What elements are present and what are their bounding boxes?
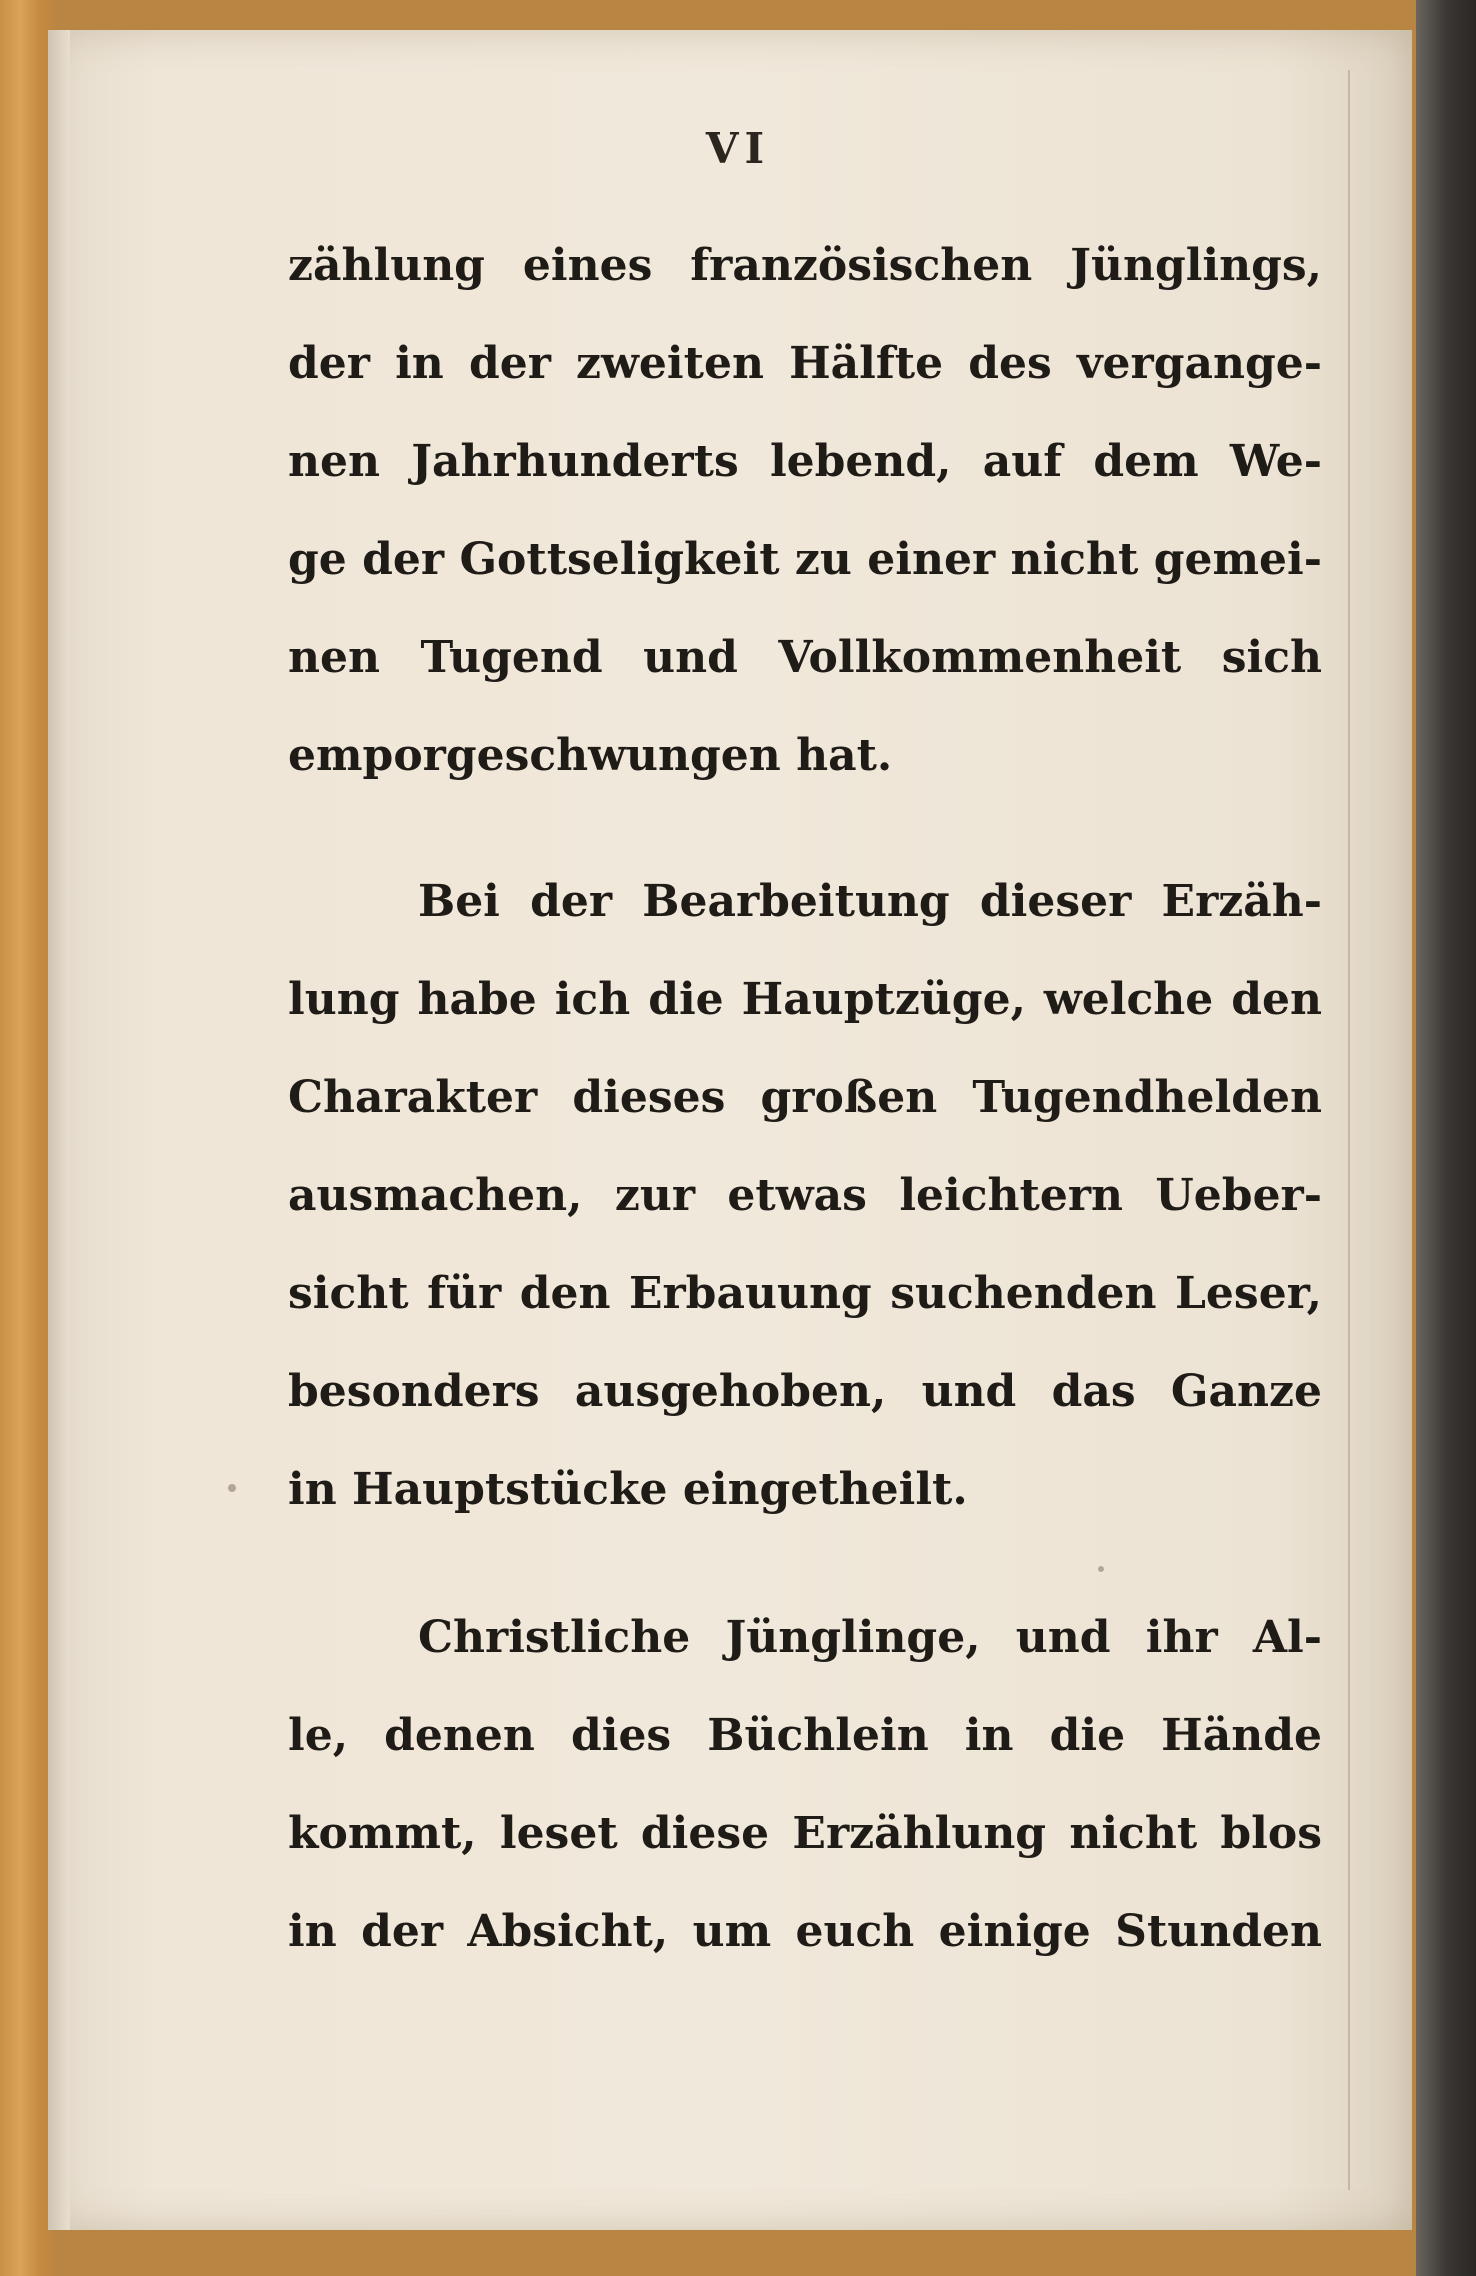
text-line: in Hauptstücke eingetheilt. [288,1464,968,1515]
text-line: lung habe ich die Hauptzüge, welche den [288,974,1322,1025]
page-edge [48,30,70,2230]
text-line: kommt, leset diese Erzählung nicht blos [288,1808,1322,1859]
page-gutter [1348,70,1350,2190]
paper-speck [228,1484,236,1492]
paper-speck [1098,1566,1104,1572]
text-line: in der Absicht, um euch einige Stunden [288,1906,1322,1957]
text-line: ausmachen, zur etwas leichtern Ueber- [288,1170,1322,1221]
text-line: emporgeschwungen hat. [288,730,893,781]
text-line: Bei der Bearbeitung dieser Erzäh- [418,876,1322,927]
text-line: nen Jahrhunderts lebend, auf dem We- [288,436,1322,487]
text-line: le, denen dies Büchlein in die Hände [288,1710,1322,1761]
text-line: Christliche Jünglinge, und ihr Al- [418,1612,1322,1663]
book-spine [1416,0,1476,2276]
text-line: sicht für den Erbauung suchenden Leser, [288,1268,1322,1319]
text-line: zählung eines französischen Jünglings, [288,240,1322,291]
text-line: Charakter dieses großen Tugendhelden [288,1072,1322,1123]
text-line: besonders ausgehoben, und das Ganze [288,1366,1322,1417]
text-line: der in der zweiten Hälfte des vergange- [288,338,1322,389]
page-number: VI [705,124,771,173]
text-line: nen Tugend und Vollkommenheit sich [288,632,1322,683]
text-line: ge der Gottseligkeit zu einer nicht gemei- [288,534,1322,585]
